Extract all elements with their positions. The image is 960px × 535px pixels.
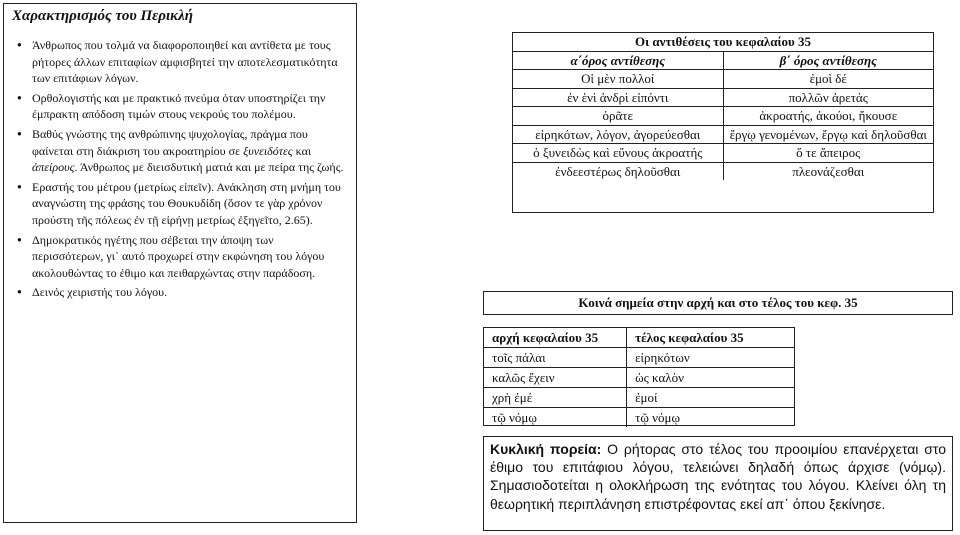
italic-term: ξυνειδότες [243,143,293,158]
table-cell: ἐμοί [627,388,794,408]
bullet-text: και [292,143,312,158]
cyclic-course-box [483,436,953,531]
table-title: Οι αντιθέσεις του κεφαλαίου 35 [513,33,933,51]
bullet-text: Εραστής του μέτρου (μετρίως εἰπεῖν). Ανάκληση στη μνήμη του αναγνώστη της φράσης του Θουκυδίδη (ὅσον τε γὰρ χρόνον πρoύστη τῆς πόλεως ἐν τῇ εἰρήνῃ μετρίως ἐξηγεῖτο, 2.65). [32,179,341,227]
common-points-table-box [483,327,795,426]
table-row [484,388,794,408]
table-cell: ὡς καλὸν [627,368,794,388]
table-cell: ἐν ἑνὶ ἀνδρὶ εἰπόντι [513,88,723,107]
characteristics-list [12,37,348,301]
table-cell: εἰρηκότων, λόγον, ἀγορεύεσθαι [513,125,723,144]
common-points-table [484,328,794,427]
table-row [513,162,933,180]
panel-title: Χαρακτηρισμός του Περικλή [12,8,194,24]
italic-term: ἀπείρους [32,160,75,175]
list-item [32,37,348,87]
pericles-characterization-panel [3,3,357,523]
table-cell: χρὴ ἐμέ [484,388,627,408]
table-cell: ὅ τε ἄπειρος [723,144,933,163]
antitheses-table [513,33,933,180]
bullet-text: . Άνθρωπος με διεισδυτική ματιά και με πείρα της ζωής. [74,160,344,175]
bullet-text: Δημοκρατικός ηγέτης που σέβεται την άποψη των περισσότερων, γι᾽ αυτό προχωρεί στην εκφώνηση του λόγου ακολουθώντας το έθιμο και πειθαρχώντας στην παράδοση. [32,232,325,280]
column-header: τέλος κεφαλαίου 35 [635,330,744,345]
column-header: αρχή κεφαλαίου 35 [484,328,627,348]
bullet-text: Βαθύς γνώστης της ανθρώπινης ψυχολογίας, πράγμα που φαίνεται στη διάκριση του ακροατηρίου σε [32,126,308,158]
table-cell: τοῖς πάλαι [484,348,627,368]
table-cell: ὁ ξυνειδὼς καὶ εὔνους ἀκροατής [513,144,723,163]
table-row [513,144,933,163]
column-header: α΄όρος αντίθεσης [513,51,723,70]
bullet-text: Ορθολογιστής και με πρακτικό πνεύμα όταν υποστηρίζει την έμπρακτη απόδοση τιμών στους νεκρούς του πολέμου. [32,90,326,122]
list-item [32,232,348,282]
bullet-text: Άνθρωπος που τολμά να διαφοροποιηθεί και αντίθετα με τους ρήτορες άλλων επιταφίων αμφισβητεί την αποτελεσματικότητα των επιτάφιων λόγων. [32,38,338,86]
table-row [484,368,794,388]
table-row [484,348,794,368]
table-row [484,408,794,428]
table-cell: καλῶς ἔχειν [484,368,627,388]
list-item [32,90,348,123]
cyclic-text: Ο ρήτορας στο τέλος του προοιμίου επανέρχεται στο έθιμο του επιτάφιου λόγου, τελειώνει δηλαδή όπως άρχισε (νόμῳ). Σημασιοδοτείται η ολοκλήρωση της ενότητας του λόγου. Κλείνει όλη τη θεωρητική περιπλάνηση επιστρέφοντας εκεί απ᾽ όπου ξεκίνησε. [490,441,946,512]
table-row [513,70,933,89]
table-cell: πλεονάζεσθαι [792,163,865,179]
cyclic-label: Κυκλική πορεία: [490,441,602,457]
table-cell: ἀκροατής, ἀκούοι, ἤκουσε [723,107,933,126]
table-row [513,107,933,126]
antitheses-table-box [512,32,934,213]
list-item [32,179,348,229]
bullet-text: Δεινός χειριστής του λόγου. [32,285,168,300]
list-item [32,284,348,301]
table-row [513,88,933,107]
list-item [32,126,348,176]
table-cell: ἔργῳ γενομένων, ἔργῳ καὶ δηλοῦσθαι [723,125,933,144]
table-cell: τῷ νόμῳ [484,408,627,428]
table-cell: ὁρᾶτε [513,107,723,126]
table-cell: ἐμοὶ δέ [723,70,933,89]
column-header: β΄ όρος αντίθεσης [723,51,933,70]
table-cell: τῷ νόμῳ [627,408,794,428]
table-row [513,125,933,144]
table-cell: Οἱ μὲν πολλοί [513,70,723,89]
table-cell: ἐνδεεστέρως δηλοῦσθαι [513,162,723,180]
common-points-title: Κοινά σημεία στην αρχή και στο τέλος του κεφ. 35 [483,291,953,315]
table-cell: πολλῶν ἀρετάς [723,88,933,107]
table-cell: εἰρηκότων [627,348,794,368]
